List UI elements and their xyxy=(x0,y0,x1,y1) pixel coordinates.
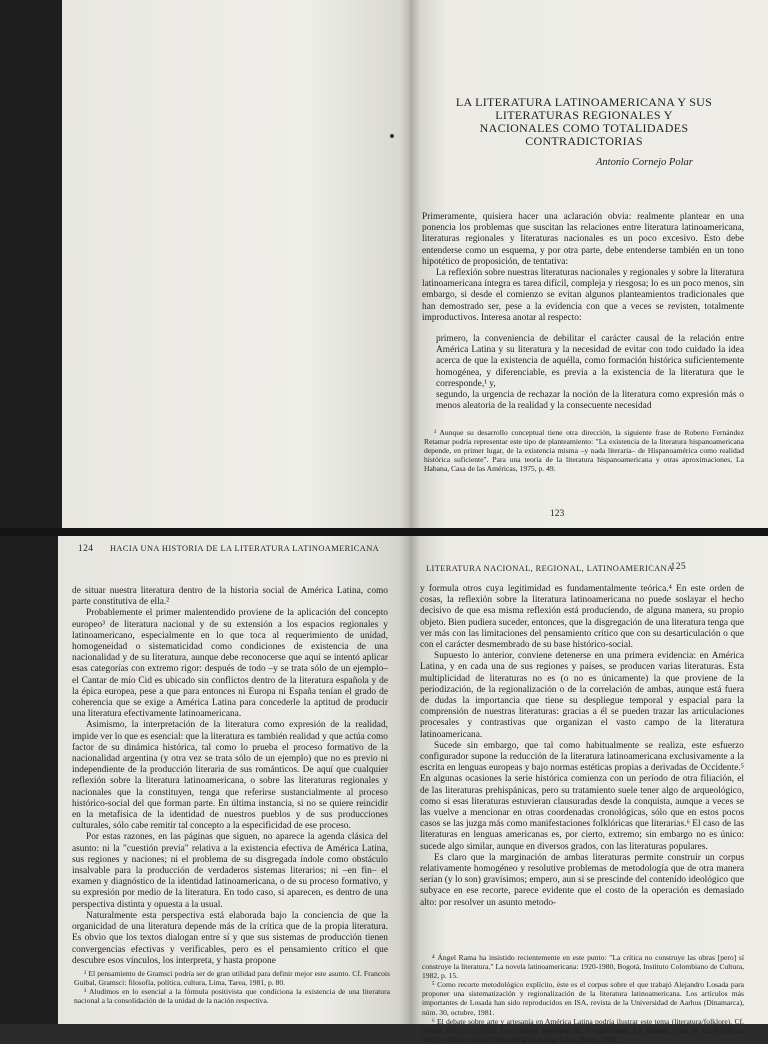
paragraph: Asimismo, la interpretación de la literatura como expresión de la realidad, impide ver lo que es esencial: que la literatura es también realidad y que actúa como factor de su dinámica histórica, tal como lo prueba el proceso formativo de la nacionalidad argentina (y otra vez se trata sólo de un ejemplo) que no es previo ni independiente de la producción literaria de sus románticos. De aquí que cualquier reflexión sobre la literatura latinoamericana, o sobre las literaturas regionales y nacionales que la constituyen, tenga que referirse sustancialmente al proceso histórico-social del que forman parte. En última instancia, si no se quiere reincidir en la metafísica de la identidad de nuestros pueblos y de sus producciones culturales, sólo cabe remitir tal concepto a la especificidad de ese proceso. xyxy=(72,720,388,832)
footnote: ² El pensamiento de Gramsci podría ser de gran utilidad para definir mejor este asunto. Cf. Francois Guibal, Gramsci: filosofía, política, cultura, Lima, Tarea, 1981, p. 80. xyxy=(74,969,390,988)
paragraph: y formula otros cuya legitimidad es fundamentalmente teórica.⁴ En este orden de cosas, la reflexión sobre la literatura latinoamericana no puede soslayar el hecho decisivo de que esa misma reflexión está produciendo, de alguna manera, su propio objeto. Bien pudiera suceder, entonces, que la disgregación de una literatura tenga que ver más con las limitaciones del pensamiento crítico que con su desarticulación o que con el carácter desmembrado de su base histórico-social. xyxy=(420,584,744,651)
body-text xyxy=(422,212,744,412)
paragraph: primero, la conveniencia de debilitar el carácter causal de la relación entre América Latina y su literatura y la necesidad de evitar con todo cuidado la idea acerca de que la existencia de aquélla, como formación histórica suficientemente homogénea, y diferenciable, es previa a la existencia de la literatura que le corresponde,¹ y, xyxy=(436,334,744,389)
paragraph: La reflexión sobre nuestras literaturas nacionales y regionales y sobre la literatura latinoamericana íntegra es tarea difícil, compleja y riesgosa; lo es un poco menos, sin embargo, si desde el comienzo se evitan algunos planteamientos tradicionales que han demostrado ser, pese a la evidencia con que a veces se revisten, totalmente improductivos. Interesa anotar al respecto: xyxy=(422,268,744,323)
footnotes xyxy=(422,953,744,1044)
chapter-title xyxy=(424,96,744,148)
footnote: ⁴ Ángel Rama ha insistido recientemente en este punto: "La crítica no construye las obras [pero] sí construye la literatura." La novela latinoamericana: 1920-1980, Bogotá, Instituto Colombiano de Cultura, 1982, p. 15. xyxy=(422,953,744,981)
blank-left-page xyxy=(62,0,410,528)
paragraph: Por estas razones, en las páginas que siguen, no aparece la agenda clásica del asunto: ni la "cuestión previa" relativa a la existencia efectiva de América Latina, sus regiones y naciones; ni el problema de su disgregada índole como obstáculo insalvable para la producción de verdaderos sistemas literarios; ni –en fin– el examen y diagnóstico de la identidad latinoamericana, o de su proceso formativo, y su expresión por medio de la literatura. En todo caso, si aparecen, es dentro de una perspectiva distinta y opuesta a la usual. xyxy=(72,832,388,910)
footnote: ⁵ Como recorte metodológico explícito, éste es el corpus sobre el que trabajó Alejandro Losada para proponer una sistematización y regionalización de la literatura latinoamericana. Los artículos más importantes de Losada han sido reproducidos en ISA, revista de la Universidad de Aarhus (Dinamarca), núm. 30, octubre, 1981. xyxy=(422,980,744,1017)
footnote: ¹ Aunque su desarrollo conceptual tiene otra dirección, la siguiente frase de Roberto Fernández Retamar podría representar este tipo de planteamiento: "La existencia de la literatura hispanoamericana depende, en primer lugar, de la existencia misma –y nada literaria– de Hispanoamérica como realidad histórica suficiente". Para una teoría de la literatura hispanoamericana y otras aproximaciones, La Habana, Casa de las Américas, 1975, p. 49. xyxy=(424,428,744,474)
right-page-125 xyxy=(410,536,768,1044)
page-number: 125 xyxy=(670,562,686,572)
running-head-text: HACIA UNA HISTORIA DE LA LITERATURA LATINOAMERICANA xyxy=(109,544,380,553)
footnote: ³ Aludimos en lo esencial a la fórmula positivista que condiciona la existencia de una literatura nacional a la consolidación de la unidad de la nación respectiva. xyxy=(74,987,390,1006)
paragraph: Supuesto lo anterior, conviene detenerse en una primera evidencia: en América Latina, y en cada una de sus regiones y países, se producen varias literaturas. Esta multiplicidad de literaturas no es (o no es únicamente) la que proviene de la periodización, de la regionalización o de la correlación de ambas, aunque está fuera de dudas la importancia que tiene su despliegue temporal y espacial para la comprensión de nuestras literaturas: gracias a él se pueden trazar las articulaciones procesales y contrastivas que organizan el vasto campo de la literatura latinoamericana. xyxy=(420,651,744,740)
footnotes xyxy=(74,969,390,1005)
page-number: 124 xyxy=(78,544,94,554)
paragraph: Es claro que la marginación de ambas literaturas permite construir un corpus relativamente homogéneo y resolutive problemas de metodología que de otra manera serían (y lo son) gravísimos; empero, aun si se prescinde del contenido ideológico que subyace en ese recorte, parece evidente que el costo de la operación es demasiado alto: por resolver un asunto metodo- xyxy=(420,852,744,908)
paragraph: segundo, la urgencia de rechazar la noción de la literatura como expresión más o menos aleatoria de la realidad y la consecuente necesidad xyxy=(436,390,744,412)
footnotes xyxy=(424,428,744,473)
body-text xyxy=(420,584,744,909)
spread-gap xyxy=(0,528,768,536)
body-text xyxy=(72,586,388,967)
footnote: ⁶ El debate sobre arte y artesanía en América Latina podría ilustrar este tema (literatura/folklore). Cf. Néstor García Canclini: Las culturas populares en el capitalismo, La Habana, Casa de las Américas, 1981; y Mirko Lauer: Crítica de la artesanía, Lima, Desco, 1982. xyxy=(422,1016,744,1044)
title-line: CONTRADICTORIAS xyxy=(525,134,643,148)
page-number: 123 xyxy=(550,509,565,519)
ink-speck xyxy=(390,134,394,138)
title-line: LA LITERATURA LATINOAMERICANA Y SUS xyxy=(455,95,713,109)
running-head xyxy=(78,544,396,554)
paragraph: Probablemente el primer malentendido proviene de la aplicación del concepto europeo³ de literatura nacional y de su extensión a los espacios regionales y latinoamericano, especialmente en lo que toca al requerimiento de unidad, homogeneidad o sistematicidad como condiciones de existencia de una nacionalidad y de su literatura, aunque debe reconocerse que aquí se intentó aplicar esas categorías con extremo rigor: después de todo –y se trata sólo de un ejemplo– el Cantar de mío Cid es ubicado sin conflictos dentro de la literatura española y de la épica europea, pese a que para entonces ni Europa ni España tenían el grado de coherencia que se exige a América Latina para concederle la aptitud de producir una literatura efectivamente latinoamericana. xyxy=(72,608,388,720)
title-line: LITERATURAS REGIONALES Y xyxy=(495,108,673,122)
paragraph: Primeramente, quisiera hacer una aclaración obvia: realmente plantear en una ponencia los problemas que suscitan las relaciones entre literatura latinoamericana, literaturas regionales y literaturas nacionales es un poco excesivo. Esto debe entenderse como un esquema, y por otra parte, debe entenderse también en un tono hipotético de proposición, de tentativa: xyxy=(422,212,744,267)
running-head-text: LITERATURA NACIONAL, REGIONAL, LATINOAMERICANA xyxy=(426,564,674,573)
author-name: Antonio Cornejo Polar xyxy=(596,157,693,168)
bottom-spread xyxy=(0,536,768,1044)
right-page-123 xyxy=(410,0,768,528)
paragraph: de situar nuestra literatura dentro de la historia social de América Latina, como parte constitutiva de ella.² xyxy=(72,586,388,608)
paragraph: Naturalmente esta perspectiva está elaborada bajo la conciencia de que la organicidad de una literatura depende más de la crítica que de la propia literatura. Es obvio que los textos dialogan entre sí y que sus sistemas de producción tienen convergencias efectivas y verificables, pero es el pensamiento crítico el que descubre esos vínculos, los interpreta, y hasta propone xyxy=(72,910,388,966)
running-head xyxy=(426,564,746,573)
left-page-124 xyxy=(58,536,410,1024)
title-line: NACIONALES COMO TOTALIDADES xyxy=(479,121,689,135)
paragraph: Sucede sin embargo, que tal como habitualmente se realiza, este esfuerzo configurador supone la reducción de la literatura latinoamericana exclusivamente a la escrita en lenguas europeas y bajo normas estéticas propias a derivadas de Occidente.⁵ En algunas ocasiones la serie histórica comienza con un período de otra filiación, el de las literaturas prehispánicas, pero su tratamiento suele tener algo de arqueológico, como si esas literaturas estuvieran clausuradas desde la conquista, aunque a veces se las vuelve a mencionar en otras coordenadas cronológicas, sólo que en estos pocos casos se las juzga más como manifestaciones folklóricas que literarias.⁶ El caso de las literaturas en lenguas americanas es, por cierto, extremo; sin embargo no es único: sucede algo similar, aunque en diversos grados, con las literaturas populares. xyxy=(420,740,744,852)
